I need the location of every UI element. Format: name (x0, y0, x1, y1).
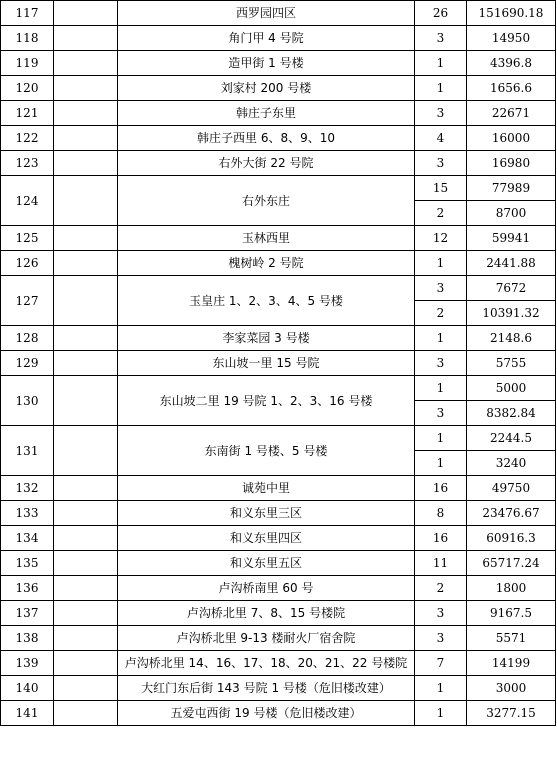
blank-cell (54, 326, 118, 351)
area-cell: 49750 (467, 476, 556, 501)
table-row (1, 576, 556, 601)
blank-cell (54, 676, 118, 701)
blank-cell (54, 701, 118, 726)
table-row (1, 551, 556, 576)
row-number-cell: 131 (1, 426, 54, 476)
row-number-cell: 125 (1, 226, 54, 251)
community-name-cell: 卢沟桥北里 14、16、17、18、20、21、22 号楼院 (118, 651, 415, 676)
building-count-cell: 3 (415, 401, 467, 426)
row-number-cell: 129 (1, 351, 54, 376)
community-name-cell: 卢沟桥北里 7、8、15 号楼院 (118, 601, 415, 626)
table-row (1, 626, 556, 651)
blank-cell (54, 101, 118, 126)
table-row (1, 101, 556, 126)
table-row (1, 426, 556, 451)
table-row (1, 526, 556, 551)
table-row (1, 1, 556, 26)
row-number-cell: 136 (1, 576, 54, 601)
building-count-cell: 2 (415, 301, 467, 326)
area-cell: 2441.88 (467, 251, 556, 276)
building-count-cell: 1 (415, 326, 467, 351)
area-cell: 16000 (467, 126, 556, 151)
row-number-cell: 134 (1, 526, 54, 551)
blank-cell (54, 76, 118, 101)
community-name-cell: 和义东里三区 (118, 501, 415, 526)
building-count-cell: 12 (415, 226, 467, 251)
community-name-cell: 玉皇庄 1、2、3、4、5 号楼 (118, 276, 415, 326)
table-body (1, 1, 556, 726)
area-cell: 16980 (467, 151, 556, 176)
table-row (1, 51, 556, 76)
building-count-cell: 16 (415, 476, 467, 501)
table-row (1, 351, 556, 376)
building-count-cell: 1 (415, 701, 467, 726)
community-name-cell: 卢沟桥北里 9-13 楼耐火厂宿舍院 (118, 626, 415, 651)
table-row (1, 176, 556, 201)
building-count-cell: 8 (415, 501, 467, 526)
row-number-cell: 135 (1, 551, 54, 576)
blank-cell (54, 176, 118, 226)
community-name-cell: 韩庄子东里 (118, 101, 415, 126)
table-row (1, 601, 556, 626)
blank-cell (54, 476, 118, 501)
building-count-cell: 7 (415, 651, 467, 676)
building-count-cell: 2 (415, 201, 467, 226)
row-number-cell: 122 (1, 126, 54, 151)
table-row (1, 501, 556, 526)
area-cell: 5571 (467, 626, 556, 651)
table-row (1, 251, 556, 276)
table-row (1, 651, 556, 676)
blank-cell (54, 426, 118, 476)
row-number-cell: 127 (1, 276, 54, 326)
row-number-cell: 140 (1, 676, 54, 701)
table-row (1, 151, 556, 176)
table-row (1, 26, 556, 51)
area-cell: 3277.15 (467, 701, 556, 726)
building-count-cell: 1 (415, 251, 467, 276)
row-number-cell: 117 (1, 1, 54, 26)
area-cell: 14199 (467, 651, 556, 676)
area-cell: 2244.5 (467, 426, 556, 451)
community-name-cell: 东山坡二里 19 号院 1、2、3、16 号楼 (118, 376, 415, 426)
blank-cell (54, 226, 118, 251)
community-name-cell: 和义东里五区 (118, 551, 415, 576)
area-cell: 60916.3 (467, 526, 556, 551)
building-count-cell: 15 (415, 176, 467, 201)
community-name-cell: 右外大街 22 号院 (118, 151, 415, 176)
community-name-cell: 角门甲 4 号院 (118, 26, 415, 51)
building-count-cell: 1 (415, 51, 467, 76)
area-cell: 7672 (467, 276, 556, 301)
community-name-cell: 东南街 1 号楼、5 号楼 (118, 426, 415, 476)
blank-cell (54, 51, 118, 76)
blank-cell (54, 551, 118, 576)
area-cell: 59941 (467, 226, 556, 251)
row-number-cell: 138 (1, 626, 54, 651)
building-count-cell: 3 (415, 276, 467, 301)
community-name-cell: 韩庄子西里 6、8、9、10 (118, 126, 415, 151)
community-name-cell: 五爱屯西街 19 号楼（危旧楼改建） (118, 701, 415, 726)
blank-cell (54, 576, 118, 601)
blank-cell (54, 276, 118, 326)
blank-cell (54, 501, 118, 526)
building-count-cell: 3 (415, 151, 467, 176)
community-name-cell: 刘家村 200 号楼 (118, 76, 415, 101)
community-name-cell: 诚苑中里 (118, 476, 415, 501)
blank-cell (54, 351, 118, 376)
row-number-cell: 128 (1, 326, 54, 351)
row-number-cell: 124 (1, 176, 54, 226)
area-cell: 22671 (467, 101, 556, 126)
area-cell: 65717.24 (467, 551, 556, 576)
area-cell: 5000 (467, 376, 556, 401)
community-name-cell: 东山坡一里 15 号院 (118, 351, 415, 376)
building-count-cell: 3 (415, 626, 467, 651)
building-count-cell: 1 (415, 76, 467, 101)
community-name-cell: 李家菜园 3 号楼 (118, 326, 415, 351)
area-cell: 3240 (467, 451, 556, 476)
community-name-cell: 造甲街 1 号楼 (118, 51, 415, 76)
building-count-cell: 3 (415, 601, 467, 626)
area-cell: 1800 (467, 576, 556, 601)
table-row (1, 276, 556, 301)
blank-cell (54, 26, 118, 51)
area-cell: 5755 (467, 351, 556, 376)
row-number-cell: 118 (1, 26, 54, 51)
building-count-cell: 2 (415, 576, 467, 601)
building-count-cell: 11 (415, 551, 467, 576)
row-number-cell: 141 (1, 701, 54, 726)
building-count-cell: 1 (415, 451, 467, 476)
table-row (1, 476, 556, 501)
area-cell: 23476.67 (467, 501, 556, 526)
building-count-cell: 1 (415, 426, 467, 451)
building-count-cell: 26 (415, 1, 467, 26)
blank-cell (54, 626, 118, 651)
blank-cell (54, 601, 118, 626)
community-name-cell: 玉林西里 (118, 226, 415, 251)
community-name-cell: 槐树岭 2 号院 (118, 251, 415, 276)
row-number-cell: 119 (1, 51, 54, 76)
building-count-cell: 1 (415, 676, 467, 701)
row-number-cell: 126 (1, 251, 54, 276)
row-number-cell: 123 (1, 151, 54, 176)
table-row (1, 376, 556, 401)
blank-cell (54, 251, 118, 276)
area-cell: 1656.6 (467, 76, 556, 101)
area-cell: 14950 (467, 26, 556, 51)
area-cell: 8700 (467, 201, 556, 226)
row-number-cell: 132 (1, 476, 54, 501)
area-cell: 10391.32 (467, 301, 556, 326)
row-number-cell: 130 (1, 376, 54, 426)
table-row (1, 701, 556, 726)
building-count-cell: 3 (415, 351, 467, 376)
community-name-cell: 卢沟桥南里 60 号 (118, 576, 415, 601)
row-number-cell: 137 (1, 601, 54, 626)
community-name-cell: 大红门东后街 143 号院 1 号楼（危旧楼改建） (118, 676, 415, 701)
blank-cell (54, 526, 118, 551)
table-row (1, 126, 556, 151)
community-name-cell: 右外东庄 (118, 176, 415, 226)
blank-cell (54, 126, 118, 151)
row-number-cell: 120 (1, 76, 54, 101)
table-row (1, 76, 556, 101)
area-cell: 151690.18 (467, 1, 556, 26)
community-name-cell: 和义东里四区 (118, 526, 415, 551)
community-name-cell: 西罗园四区 (118, 1, 415, 26)
row-number-cell: 121 (1, 101, 54, 126)
area-cell: 9167.5 (467, 601, 556, 626)
table-row (1, 676, 556, 701)
area-cell: 2148.6 (467, 326, 556, 351)
blank-cell (54, 651, 118, 676)
area-cell: 4396.8 (467, 51, 556, 76)
blank-cell (54, 1, 118, 26)
building-count-cell: 3 (415, 26, 467, 51)
area-cell: 3000 (467, 676, 556, 701)
building-count-cell: 3 (415, 101, 467, 126)
table-row (1, 226, 556, 251)
building-count-cell: 4 (415, 126, 467, 151)
blank-cell (54, 151, 118, 176)
building-count-cell: 16 (415, 526, 467, 551)
table-row (1, 326, 556, 351)
building-count-cell: 1 (415, 376, 467, 401)
blank-cell (54, 376, 118, 426)
area-cell: 8382.84 (467, 401, 556, 426)
area-cell: 77989 (467, 176, 556, 201)
row-number-cell: 139 (1, 651, 54, 676)
row-number-cell: 133 (1, 501, 54, 526)
